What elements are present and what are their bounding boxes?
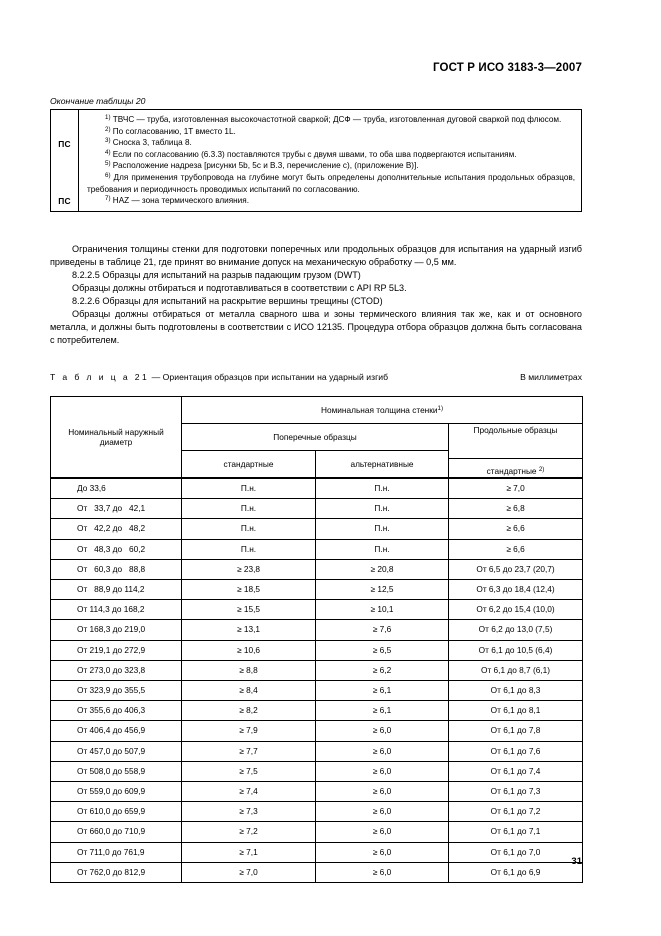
table-row [51, 802, 583, 822]
note-text: Для применения трубопровода на глубине могут быть определены дополнительные испытания продольных образцов, требования и периодичность проводимых испытаний по согласованию. [87, 172, 576, 194]
cell-nominal-outside-diameter: От 88,9 до 114,2 [51, 580, 182, 600]
cell-transverse-standard: ≥ 10,6 [182, 640, 316, 660]
ps-mark-2: ПС [58, 196, 71, 206]
cell-longitudinal-standard: От 6,1 до 7,2 [449, 802, 583, 822]
cell-transverse-alternative: ≥ 12,5 [316, 580, 449, 600]
cell-nominal-outside-diameter: От 660,0 до 710,9 [51, 822, 182, 842]
note-item [87, 126, 575, 138]
cell-longitudinal-standard: От 6,1 до 6,9 [449, 862, 583, 882]
cell-nominal-outside-diameter: От 559,0 до 609,9 [51, 782, 182, 802]
table-row [51, 478, 583, 499]
cell-transverse-alternative: ≥ 6,5 [316, 640, 449, 660]
table-row [51, 782, 583, 802]
cell-transverse-standard: ≥ 8,8 [182, 660, 316, 680]
cell-transverse-alternative: ≥ 6,0 [316, 721, 449, 741]
table-20-continuation-caption: Окончание таблицы 20 [50, 96, 146, 106]
cell-transverse-standard: ≥ 8,2 [182, 701, 316, 721]
cell-transverse-standard: П.н. [182, 478, 316, 499]
cell-transverse-alternative: П.н. [316, 539, 449, 559]
table-row [51, 499, 583, 519]
header-transverse-alternative: альтернативные [316, 451, 449, 479]
notes-body [79, 110, 581, 211]
cell-longitudinal-standard: ≥ 6,8 [449, 499, 583, 519]
table-row [51, 660, 583, 680]
note-text: По согласованию, 1T вместо 1L. [112, 126, 236, 136]
cell-longitudinal-standard: От 6,3 до 18,4 (12,4) [449, 580, 583, 600]
clause-8-2-2-5-text: Образцы должны отбираться и подготавливаться в соответствии с API RP 5L3. [72, 283, 407, 293]
table-row [51, 701, 583, 721]
note-text: Если по согласованию (6.3.3) поставляются трубы с двумя швами, то оба шва подвергаются испытаниям. [112, 149, 517, 159]
cell-transverse-standard: П.н. [182, 539, 316, 559]
clause-8-2-2-5-heading: 8.2.2.5 Образцы для испытаний на разрыв падающим грузом (DWT) [72, 270, 361, 280]
cell-transverse-standard: ≥ 7,5 [182, 761, 316, 781]
header-longitudinal-specimens-label: Продольные образцы [473, 425, 558, 435]
cell-longitudinal-standard: От 6,1 до 10,5 (6,4) [449, 640, 583, 660]
document-header-standard-number: ГОСТ Р ИСО 3183-3—2007 [432, 62, 582, 74]
note-marker: 6) [105, 171, 111, 179]
clause-8-2-2-6-heading: 8.2.2.6 Образцы для испытаний на раскрытие вершины трещины (CTOD) [72, 296, 383, 306]
cell-nominal-outside-diameter: От 457,0 до 507,9 [51, 741, 182, 761]
note-item [87, 149, 575, 161]
table-row [51, 721, 583, 741]
page-number: 31 [571, 856, 582, 867]
table-21 [50, 396, 583, 883]
cell-nominal-outside-diameter: До 33,6 [51, 478, 182, 499]
cell-transverse-alternative: ≥ 6,2 [316, 660, 449, 680]
table-row [51, 822, 583, 842]
header-longitudinal-standard [448, 466, 583, 476]
cell-nominal-outside-diameter: От 508,0 до 558,9 [51, 761, 182, 781]
cell-nominal-outside-diameter: От 33,7 до 42,1 [51, 499, 182, 519]
cell-transverse-alternative: ≥ 20,8 [316, 559, 449, 579]
cell-nominal-outside-diameter: От 48,3 до 60,2 [51, 539, 182, 559]
cell-longitudinal-standard: От 6,1 до 7,4 [449, 761, 583, 781]
body-text-block [50, 243, 582, 347]
cell-nominal-outside-diameter: От 711,0 до 761,9 [51, 842, 182, 862]
cell-longitudinal-standard: От 6,1 до 8,7 (6,1) [449, 660, 583, 680]
table-row [51, 600, 583, 620]
table-21-caption [50, 372, 388, 382]
cell-longitudinal-standard: ≥ 7,0 [449, 478, 583, 499]
cell-nominal-outside-diameter: От 42,2 до 48,2 [51, 519, 182, 539]
table-row [51, 539, 583, 559]
table-row [51, 519, 583, 539]
table-row [51, 741, 583, 761]
cell-nominal-outside-diameter: От 273,0 до 323,8 [51, 660, 182, 680]
cell-transverse-alternative: П.н. [316, 478, 449, 499]
table-21-caption-label: Т а б л и ц а 21 [50, 372, 150, 382]
table-row [51, 761, 583, 781]
note-marker: 3) [105, 137, 111, 145]
header-nominal-wall-thickness [182, 397, 583, 424]
header-transverse-specimens: Поперечные образцы [182, 424, 449, 451]
cell-transverse-standard: ≥ 15,5 [182, 600, 316, 620]
header-transverse-standard: стандартные [182, 451, 316, 479]
note-marker: 7) [105, 195, 111, 203]
note-item [87, 137, 575, 149]
cell-longitudinal-standard: От 6,1 до 8,3 [449, 681, 583, 701]
cell-longitudinal-standard: От 6,1 до 7,3 [449, 782, 583, 802]
table-row [51, 559, 583, 579]
ps-mark-1: ПС [58, 139, 71, 149]
header-wall-thickness-footnote-marker: 1) [437, 405, 444, 412]
cell-transverse-alternative: П.н. [316, 519, 449, 539]
cell-longitudinal-standard: От 6,2 до 13,0 (7,5) [449, 620, 583, 640]
header-nominal-wall-thickness-label: Номинальная толщина стенки [320, 405, 438, 415]
table-21-units: В миллиметрах [520, 372, 582, 382]
cell-transverse-standard: ≥ 7,3 [182, 802, 316, 822]
cell-nominal-outside-diameter: От 168,3 до 219,0 [51, 620, 182, 640]
cell-transverse-standard: ≥ 8,4 [182, 681, 316, 701]
cell-transverse-standard: ≥ 18,5 [182, 580, 316, 600]
note-marker: 2) [105, 125, 111, 133]
note-item [87, 114, 575, 126]
cell-longitudinal-standard: ≥ 6,6 [449, 539, 583, 559]
cell-longitudinal-standard: От 6,2 до 15,4 (10,0) [449, 600, 583, 620]
cell-nominal-outside-diameter: От 406,4 до 456,9 [51, 721, 182, 741]
table-21-caption-text: — Ориентация образцов при испытании на ударный изгиб [149, 372, 389, 382]
cell-transverse-alternative: ≥ 6,0 [316, 782, 449, 802]
cell-nominal-outside-diameter: От 355,6 до 406,3 [51, 701, 182, 721]
cell-transverse-standard: ≥ 7,4 [182, 782, 316, 802]
note-marker: 5) [105, 160, 111, 168]
note-item [87, 195, 575, 207]
cell-transverse-alternative: ≥ 10,1 [316, 600, 449, 620]
header-longitudinal-standard-label: стандартные [486, 466, 539, 476]
table-row [51, 620, 583, 640]
note-item [87, 172, 575, 195]
table-row [51, 640, 583, 660]
cell-longitudinal-standard: От 6,1 до 7,8 [449, 721, 583, 741]
cell-nominal-outside-diameter: От 114,3 до 168,2 [51, 600, 182, 620]
note-item [87, 160, 575, 172]
cell-nominal-outside-diameter: От 762,0 до 812,9 [51, 862, 182, 882]
table-row [51, 842, 583, 862]
cell-longitudinal-standard: От 6,1 до 8,1 [449, 701, 583, 721]
table-row [51, 681, 583, 701]
table-21-caption-row [50, 372, 582, 382]
cell-transverse-alternative: П.н. [316, 499, 449, 519]
table-20-notes-box [50, 109, 582, 212]
cell-transverse-standard: ≥ 13,1 [182, 620, 316, 640]
cell-transverse-alternative: ≥ 6,1 [316, 701, 449, 721]
notes-gutter [51, 110, 79, 211]
cell-longitudinal-standard: ≥ 6,6 [449, 519, 583, 539]
note-text: ТВЧС — труба, изготовленная высокочастотной сваркой; ДСФ — труба, изготовленная дуговой сваркой под флюсом. [112, 115, 562, 124]
cell-transverse-alternative: ≥ 6,0 [316, 741, 449, 761]
cell-transverse-alternative: ≥ 6,1 [316, 681, 449, 701]
table-row [51, 862, 583, 882]
note-marker: 1) [105, 114, 111, 121]
cell-transverse-standard: ≥ 7,1 [182, 842, 316, 862]
cell-transverse-alternative: ≥ 6,0 [316, 862, 449, 882]
paragraph-wall-thickness-limits: Ограничения толщины стенки для подготовки поперечных или продольных образцов для испытания на ударный изгиб приведены в таблице 21, где принят во внимание допуск на механическую обработку — 0,5 мм. [50, 244, 582, 267]
cell-transverse-standard: ≥ 23,8 [182, 559, 316, 579]
cell-longitudinal-standard: От 6,1 до 7,6 [449, 741, 583, 761]
cell-nominal-outside-diameter: От 610,0 до 659,9 [51, 802, 182, 822]
note-text: Сноска 3, таблица 8. [112, 138, 192, 148]
cell-longitudinal-standard: От 6,5 до 23,7 (20,7) [449, 559, 583, 579]
cell-longitudinal-standard: От 6,1 до 7,1 [449, 822, 583, 842]
cell-transverse-alternative: ≥ 6,0 [316, 802, 449, 822]
cell-transverse-alternative: ≥ 6,0 [316, 822, 449, 842]
cell-transverse-standard: ≥ 7,2 [182, 822, 316, 842]
note-text: HAZ — зона термического влияния. [112, 196, 249, 206]
table-21-body [51, 478, 583, 883]
cell-transverse-alternative: ≥ 6,0 [316, 842, 449, 862]
cell-transverse-standard: П.н. [182, 499, 316, 519]
cell-transverse-standard: ≥ 7,7 [182, 741, 316, 761]
table-21-header-row-1 [51, 397, 583, 424]
clause-8-2-2-6-text: Образцы должны отбираться от металла сварного шва и зоны термического влияния так же, как и от основного металла, и должны быть подготовлены в соответствии с ИСО 12135. Процедура отбора образцов должна быть согласована с потребителем. [50, 309, 582, 345]
cell-transverse-alternative: ≥ 7,6 [316, 620, 449, 640]
cell-transverse-standard: ≥ 7,9 [182, 721, 316, 741]
cell-transverse-standard: П.н. [182, 519, 316, 539]
table-row [51, 580, 583, 600]
cell-nominal-outside-diameter: От 323,9 до 355,5 [51, 681, 182, 701]
cell-nominal-outside-diameter: От 219,1 до 272,9 [51, 640, 182, 660]
cell-transverse-alternative: ≥ 6,0 [316, 761, 449, 781]
header-longitudinal-footnote-marker: 2) [538, 466, 545, 473]
header-nominal-outside-diameter: Номинальный наружный диаметр [51, 397, 182, 479]
header-longitudinal-specimens [449, 424, 583, 479]
cell-nominal-outside-diameter: От 60,3 до 88,8 [51, 559, 182, 579]
table-21-header [51, 397, 583, 479]
cell-longitudinal-standard: От 6,1 до 7,0 [449, 842, 583, 862]
note-text: Расположение надреза [рисунки 5b, 5c и В.3, перечисление с), (приложение В)]. [112, 161, 419, 171]
cell-transverse-standard: ≥ 7,0 [182, 862, 316, 882]
note-marker: 4) [105, 148, 111, 156]
